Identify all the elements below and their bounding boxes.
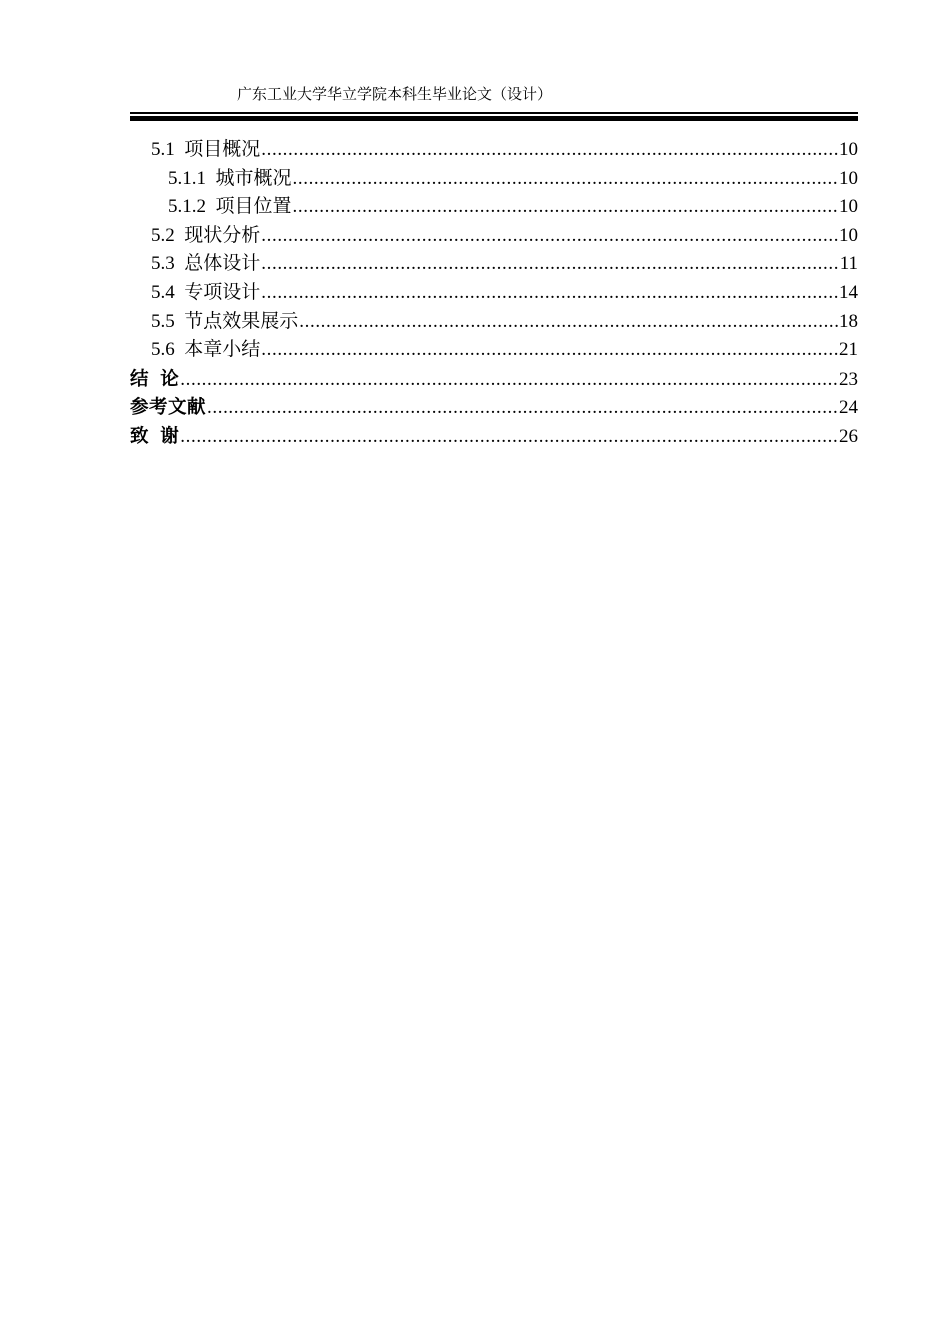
toc-entry[interactable] — [130, 136, 858, 165]
header-rule-thin-line — [130, 112, 858, 114]
toc-entry[interactable] — [130, 250, 858, 279]
toc-leader-dots — [261, 222, 838, 251]
toc-leader-dots — [261, 250, 838, 279]
toc-entry[interactable] — [130, 193, 858, 222]
toc-page-number: 18 — [839, 310, 858, 332]
toc-entry-label: 5.1.1 城市概况 — [168, 167, 292, 189]
toc-entry-label: 5.2 现状分析 — [151, 224, 261, 246]
toc-leader-dots — [261, 336, 838, 365]
toc-entry[interactable] — [130, 308, 858, 337]
header-title: 广东工业大学华立学院本科生毕业论文（设计） — [237, 87, 553, 103]
toc-entry-label: 5.5 节点效果展示 — [151, 310, 299, 332]
toc-leader-dots — [261, 136, 838, 165]
toc-page-number: 10 — [839, 224, 858, 246]
toc-entry[interactable] — [130, 393, 858, 422]
toc-leader-dots — [293, 165, 838, 194]
header-rule-thick-line — [130, 116, 858, 122]
toc-entry[interactable] — [130, 279, 858, 308]
toc-entry-label: 5.4 专项设计 — [151, 281, 261, 303]
toc-entry[interactable] — [130, 336, 858, 365]
toc-page-number: 24 — [839, 397, 858, 419]
toc-leader-dots — [293, 193, 838, 222]
toc-page-number: 14 — [839, 281, 858, 303]
toc-entry-label: 5.1 项目概况 — [151, 139, 261, 160]
toc-leader-dots — [180, 423, 838, 452]
toc-leader-dots — [180, 366, 838, 395]
toc-entry[interactable] — [130, 422, 858, 451]
toc-entry-label: 结 论 — [130, 367, 180, 389]
toc-page-number: 10 — [839, 167, 858, 189]
toc-entry-label: 参考文献 — [130, 396, 207, 418]
header-rule — [130, 112, 858, 121]
toc-entry-label: 5.1.2 项目位置 — [168, 196, 292, 218]
page-content — [130, 0, 858, 451]
toc-page-number: 26 — [839, 425, 858, 447]
toc-entry-label: 致 谢 — [130, 424, 180, 446]
toc-entry[interactable] — [130, 165, 858, 194]
toc-entry-label: 5.3 总体设计 — [151, 253, 261, 275]
toc-page-number: 10 — [839, 139, 858, 160]
table-of-contents — [130, 136, 858, 451]
toc-page-number: 23 — [839, 368, 858, 390]
toc-leader-dots — [299, 308, 838, 337]
toc-page-number: 10 — [839, 196, 858, 218]
toc-leader-dots — [261, 279, 838, 308]
toc-leader-dots — [207, 394, 838, 423]
toc-page-number: 11 — [839, 253, 858, 275]
toc-entry[interactable] — [130, 222, 858, 251]
toc-entry[interactable] — [130, 365, 858, 394]
page-header — [130, 86, 858, 121]
toc-page-number: 21 — [839, 339, 858, 361]
toc-entry-label: 5.6 本章小结 — [151, 339, 261, 361]
